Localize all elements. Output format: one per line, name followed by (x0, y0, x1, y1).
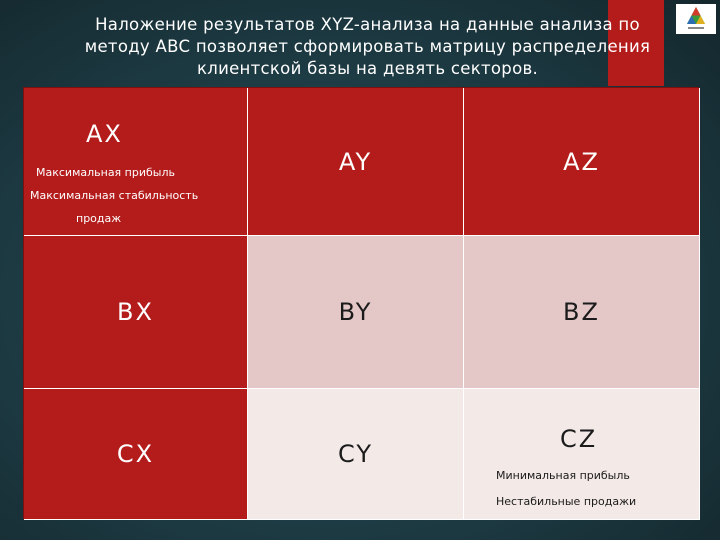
cell-code: AX (86, 120, 123, 148)
cell-by (248, 236, 464, 389)
cell-note: продаж (76, 212, 122, 225)
cell-code: CY (338, 440, 373, 468)
cell-note: Нестабильные продажи (496, 495, 637, 508)
cell-ax (24, 88, 248, 236)
abc-xyz-matrix (23, 87, 699, 519)
cell-code: BX (117, 298, 154, 326)
cell-cx (24, 389, 248, 520)
cell-note: Максимальная прибыль (36, 166, 175, 179)
cell-code: AY (338, 147, 373, 176)
cell-code: BY (338, 298, 373, 326)
cell-code: AZ (563, 147, 600, 176)
cell-bz (464, 236, 700, 389)
triangle-logo-icon (676, 4, 716, 34)
cell-code: CX (116, 440, 155, 468)
cell-az (464, 88, 700, 236)
title-line-2: методу ABC позволяет сформировать матрицу распределения (84, 37, 651, 56)
cell-cz (464, 389, 700, 520)
title-line-1: Наложение результатов XYZ-анализа на данные анализа по (95, 15, 640, 34)
cell-note: Максимальная стабильность (30, 189, 199, 202)
cell-cy (248, 389, 464, 520)
cell-note: Минимальная прибыль (496, 469, 630, 482)
cell-bx (24, 236, 248, 389)
cell-code: BZ (563, 298, 600, 326)
title-line-3: клиентской базы на девять секторов. (196, 59, 539, 78)
cell-code: CZ (560, 425, 598, 453)
cell-ay (248, 88, 464, 236)
slide-title (60, 14, 675, 80)
